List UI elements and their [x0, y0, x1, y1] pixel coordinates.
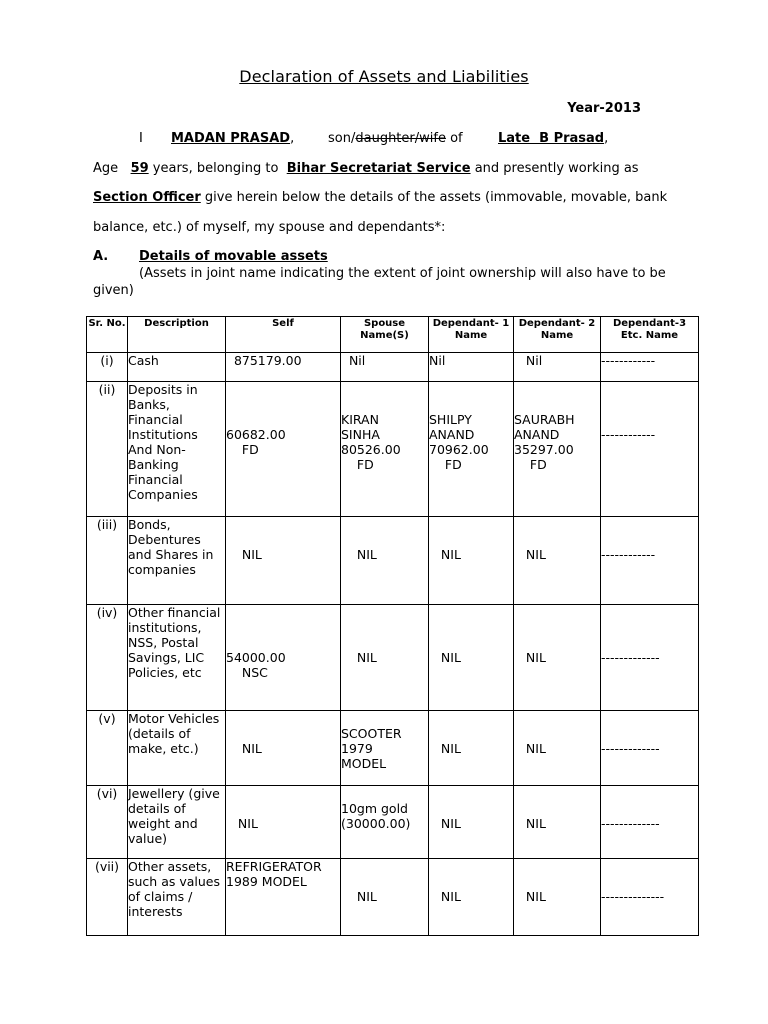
sr-no: (i)	[87, 353, 128, 382]
table-row	[87, 353, 699, 382]
intro-line-3: Section Officer give herein below the details of the assets (immovable, movable, bank	[93, 190, 668, 205]
header-dependant-3: Dependant-3 Etc. Name	[601, 317, 699, 353]
dependant-1-value: SHILPY ANAND 70962.00 FD	[429, 382, 514, 517]
sr-no: (iii)	[87, 517, 128, 605]
sr-no: (vii)	[87, 859, 128, 936]
dependant-3-value: ------------	[601, 517, 699, 605]
dependant-2-value: NIL	[514, 711, 601, 786]
dependant-2-value: Nil	[514, 353, 601, 382]
sr-no: (vi)	[87, 786, 128, 859]
header-spouse: Spouse Name(S)	[341, 317, 429, 353]
dependant-3-value: -------------	[601, 711, 699, 786]
intro-pronoun: I	[139, 131, 143, 146]
self-value: 54000.00 NSC	[226, 605, 341, 711]
self-value: REFRIGERATOR 1989 MODEL	[226, 859, 341, 936]
table-row	[87, 859, 699, 936]
dependant-3-value: -------------	[601, 605, 699, 711]
table-row	[87, 382, 699, 517]
dependant-2-value: SAURABH ANAND 35297.00 FD	[514, 382, 601, 517]
section-a-title: Details of movable assets	[139, 249, 328, 264]
designation: Section Officer	[93, 190, 201, 205]
description: Motor Vehicles (details of make, etc.)	[128, 711, 226, 786]
header-self: Self	[226, 317, 341, 353]
description: Deposits in Banks, Financial Institutions And Non-Banking Financial Companies	[128, 382, 226, 517]
sr-no: (iv)	[87, 605, 128, 711]
dependant-2-value: NIL	[514, 605, 601, 711]
dependant-1-value: NIL	[429, 517, 514, 605]
dependant-3-value: -------------	[601, 786, 699, 859]
section-a-note-line-2: given)	[93, 283, 134, 298]
table-row	[87, 605, 699, 711]
dependant-2-value: NIL	[514, 859, 601, 936]
dependant-1-value: NIL	[429, 859, 514, 936]
description: Jewellery (give details of weight and value)	[128, 786, 226, 859]
header-dependant-2: Dependant- 2 Name	[514, 317, 601, 353]
spouse-value: KIRAN SINHA 80526.00 FD	[341, 382, 429, 517]
dependant-1-value: NIL	[429, 786, 514, 859]
self-value: NIL	[226, 517, 341, 605]
spouse-value: 10gm gold (30000.00)	[341, 786, 429, 859]
page-title: Declaration of Assets and Liabilities	[239, 67, 529, 86]
table-row	[87, 786, 699, 859]
self-value: 60682.00 FD	[226, 382, 341, 517]
section-a-marker: A.	[93, 249, 109, 264]
dependant-2-value: NIL	[514, 786, 601, 859]
section-a-note-line-1: (Assets in joint name indicating the extent of joint ownership will also have to be	[139, 266, 666, 281]
service-name: Bihar Secretariat Service	[286, 161, 471, 176]
dependant-3-value: ------------	[601, 382, 699, 517]
self-value: NIL	[226, 786, 341, 859]
dependant-3-value: --------------	[601, 859, 699, 936]
age-value: 59	[130, 161, 149, 176]
movable-assets-table	[86, 316, 699, 936]
header-dependant-1: Dependant- 1 Name	[429, 317, 514, 353]
description: Cash	[128, 353, 226, 382]
dependant-1-value: Nil	[429, 353, 514, 382]
spouse-value: NIL	[341, 517, 429, 605]
father-name: Late B Prasad,	[498, 131, 609, 146]
relation-text: son/daughter/wife of	[328, 131, 463, 146]
table-row	[87, 711, 699, 786]
self-value: NIL	[226, 711, 341, 786]
intro-line-4: balance, etc.) of myself, my spouse and dependants*:	[93, 220, 446, 235]
spouse-value: SCOOTER 1979 MODEL	[341, 711, 429, 786]
description: Other financial institutions, NSS, Postal Savings, LIC Policies, etc	[128, 605, 226, 711]
spouse-value: NIL	[341, 859, 429, 936]
dependant-1-value: NIL	[429, 605, 514, 711]
table-row	[87, 517, 699, 605]
declarant-name: MADAN PRASAD,	[171, 131, 295, 146]
declaration-year: Year-2013	[567, 101, 641, 116]
spouse-value: NIL	[341, 605, 429, 711]
dependant-3-value: ------------	[601, 353, 699, 382]
intro-line-2: Age 59 years, belonging to Bihar Secretariat Service and presently working as	[93, 161, 639, 176]
table-header-row	[87, 317, 699, 353]
dependant-2-value: NIL	[514, 517, 601, 605]
header-sr-no: Sr. No.	[87, 317, 128, 353]
sr-no: (ii)	[87, 382, 128, 517]
description: Bonds, Debentures and Shares in companies	[128, 517, 226, 605]
self-value: 875179.00	[226, 353, 341, 382]
spouse-value: Nil	[341, 353, 429, 382]
dependant-1-value: NIL	[429, 711, 514, 786]
sr-no: (v)	[87, 711, 128, 786]
description: Other assets, such as values of claims / interests	[128, 859, 226, 936]
header-description: Description	[128, 317, 226, 353]
